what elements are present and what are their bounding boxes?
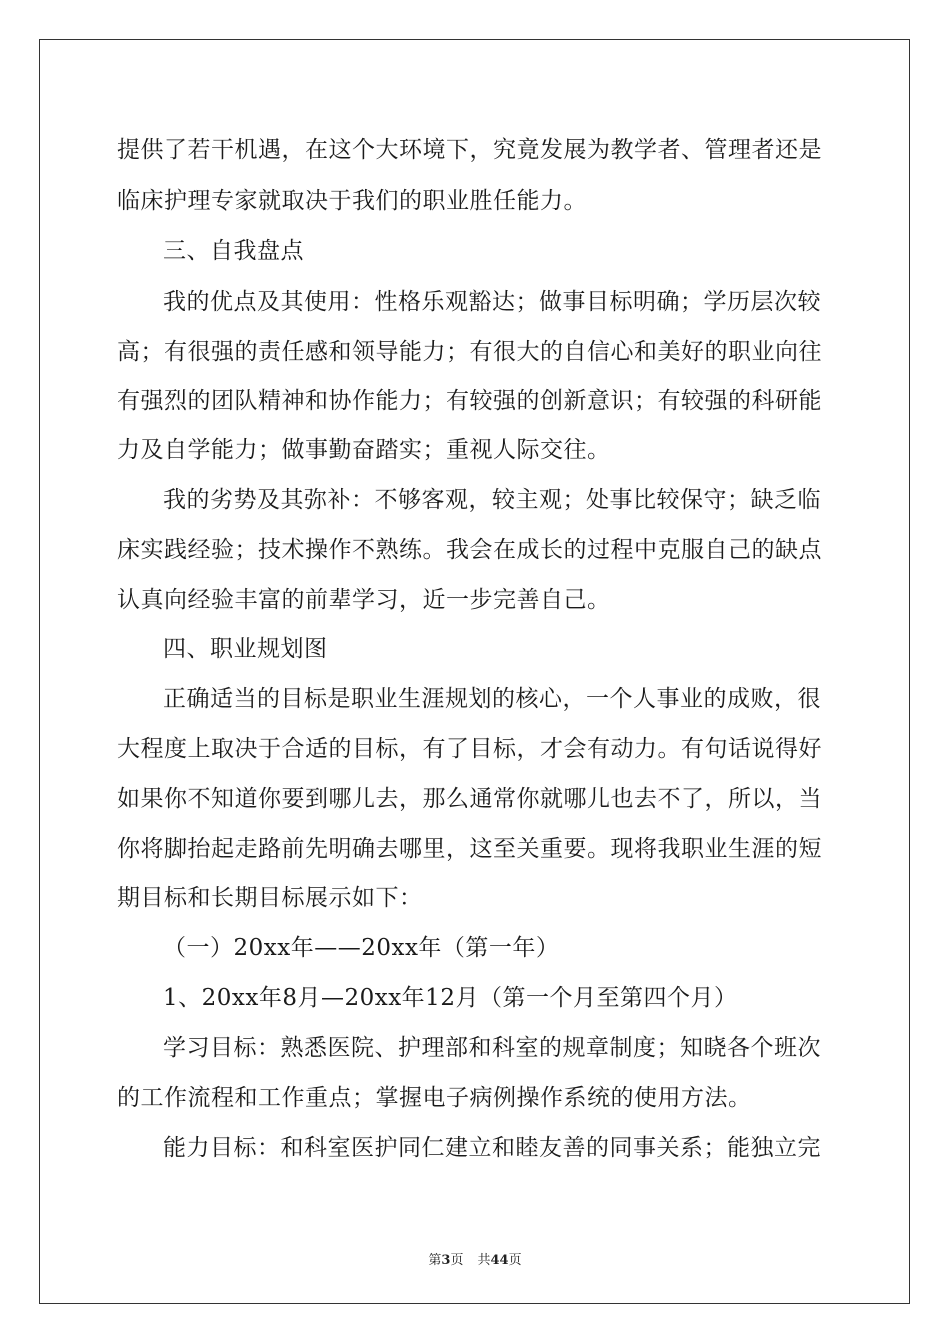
body-line-10: 认真向经验丰富的前辈学习，近一步完善自己。: [117, 587, 611, 613]
body-line-1: 提供了若干机遇，在这个大环境下，究竟发展为教学者、管理者还是: [117, 137, 822, 163]
body-line-8: 我的劣势及其弥补：不够客观，较主观；处事比较保守；缺乏临: [163, 487, 821, 513]
page-border: [39, 39, 910, 1304]
body-line-4: 我的优点及其使用：性格乐观豁达；做事目标明确；学历层次较: [163, 289, 821, 315]
body-line-7: 力及自学能力；做事勤奋踏实；重视人际交往。: [117, 437, 611, 463]
body-line-5: 高；有很强的责任感和领导能力；有很大的自信心和美好的职业向往: [117, 339, 822, 365]
body-line-9: 床实践经验；技术操作不熟练。我会在成长的过程中克服自己的缺点: [117, 537, 822, 563]
body-line-16: 期目标和长期目标展示如下：: [117, 885, 423, 911]
subheading-first-period: 1、20xx年8月—20xx年12月（第一个月至第四个月）: [163, 985, 738, 1011]
total-page-count: 44: [490, 1253, 509, 1268]
body-line-13: 大程度上取决于合适的目标，有了目标，才会有动力。有句话说得好: [117, 736, 822, 762]
section-heading-self-inventory: 三、自我盘点: [163, 238, 304, 264]
body-line-2: 临床护理专家就取决于我们的职业胜任能力。: [117, 188, 587, 214]
page-footer: [0, 1249, 950, 1268]
body-line-14: 如果你不知道你要到哪儿去，那么通常你就哪儿也去不了，所以，当: [117, 786, 822, 812]
page-number-unit: 页: [450, 1253, 464, 1268]
subheading-first-year: （一）20xx年——20xx年（第一年）: [163, 935, 560, 961]
body-line-15: 你将脚抬起走路前先明确去哪里，这至关重要。现将我职业生涯的短: [117, 836, 822, 862]
section-heading-career-plan: 四、职业规划图: [163, 636, 328, 662]
body-line-20: 的工作流程和工作重点；掌握电子病例操作系统的使用方法。: [117, 1085, 752, 1111]
body-line-19: 学习目标：熟悉医院、护理部和科室的规章制度；知晓各个班次: [163, 1035, 821, 1061]
body-line-12: 正确适当的目标是职业生涯规划的核心，一个人事业的成败，很: [163, 686, 821, 712]
page-number-prefix: 第: [428, 1253, 442, 1268]
current-page-number: 3: [441, 1253, 451, 1268]
total-pages-unit: 页: [508, 1253, 522, 1268]
total-pages-prefix: 共: [477, 1253, 491, 1268]
body-line-6: 有强烈的团队精神和协作能力；有较强的创新意识；有较强的科研能: [117, 388, 822, 414]
body-line-21: 能力目标：和科室医护同仁建立和睦友善的同事关系；能独立完: [163, 1135, 821, 1161]
